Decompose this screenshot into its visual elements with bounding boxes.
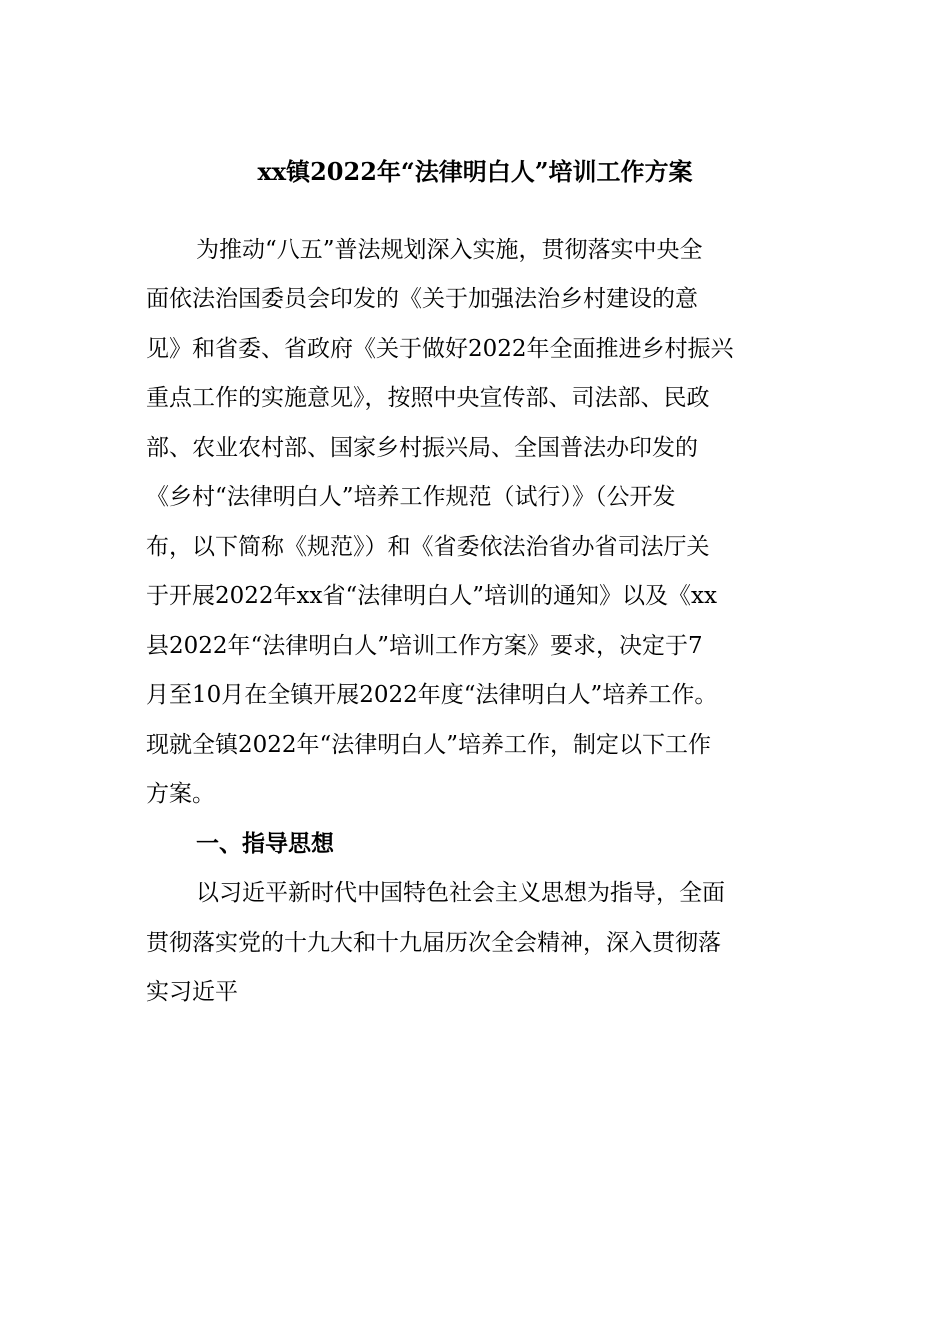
paragraph-line: 布，以下简称《规范》）和《省委依法治省办省司法厅关 bbox=[146, 534, 710, 560]
paragraph-line: 面依法治国委员会印发的《关于加强法治乡村建设的意 bbox=[146, 286, 698, 312]
paragraph-line: 实习近平 bbox=[146, 979, 238, 1005]
document-title: xx镇2022年“法律明白人”培训工作方案 bbox=[257, 157, 693, 186]
paragraph-line: 《乡村“法律明白人”培养工作规范（试行）》（公开发 bbox=[146, 484, 676, 510]
paragraph-line: 县2022年“法律明白人”培训工作方案》要求，决定于7 bbox=[146, 633, 703, 659]
paragraph-line: 月至10月在全镇开展2022年度“法律明白人”培养工作。 bbox=[146, 682, 718, 708]
paragraph-line: 方案。 bbox=[146, 781, 215, 807]
section-heading: 一、指导思想 bbox=[196, 831, 334, 857]
paragraph-line: 为推动“八五”普法规划深入实施，贯彻落实中央全 bbox=[196, 237, 703, 263]
paragraph-line: 重点工作的实施意见》，按照中央宣传部、司法部、民政 bbox=[146, 385, 710, 411]
paragraph-line: 部、农业农村部、国家乡村振兴局、全国普法办印发的 bbox=[146, 435, 698, 461]
paragraph-line: 见》和省委、省政府《关于做好2022年全面推进乡村振兴 bbox=[146, 336, 734, 362]
paragraph-line: 贯彻落实党的十九大和十九届历次全会精神，深入贯彻落 bbox=[146, 930, 721, 956]
paragraph-line: 以习近平新时代中国特色社会主义思想为指导，全面 bbox=[196, 880, 725, 906]
paragraph-line: 于开展2022年xx省“法律明白人”培训的通知》以及《xx bbox=[146, 583, 717, 609]
paragraph-line: 现就全镇2022年“法律明白人”培养工作，制定以下工作 bbox=[146, 732, 712, 758]
